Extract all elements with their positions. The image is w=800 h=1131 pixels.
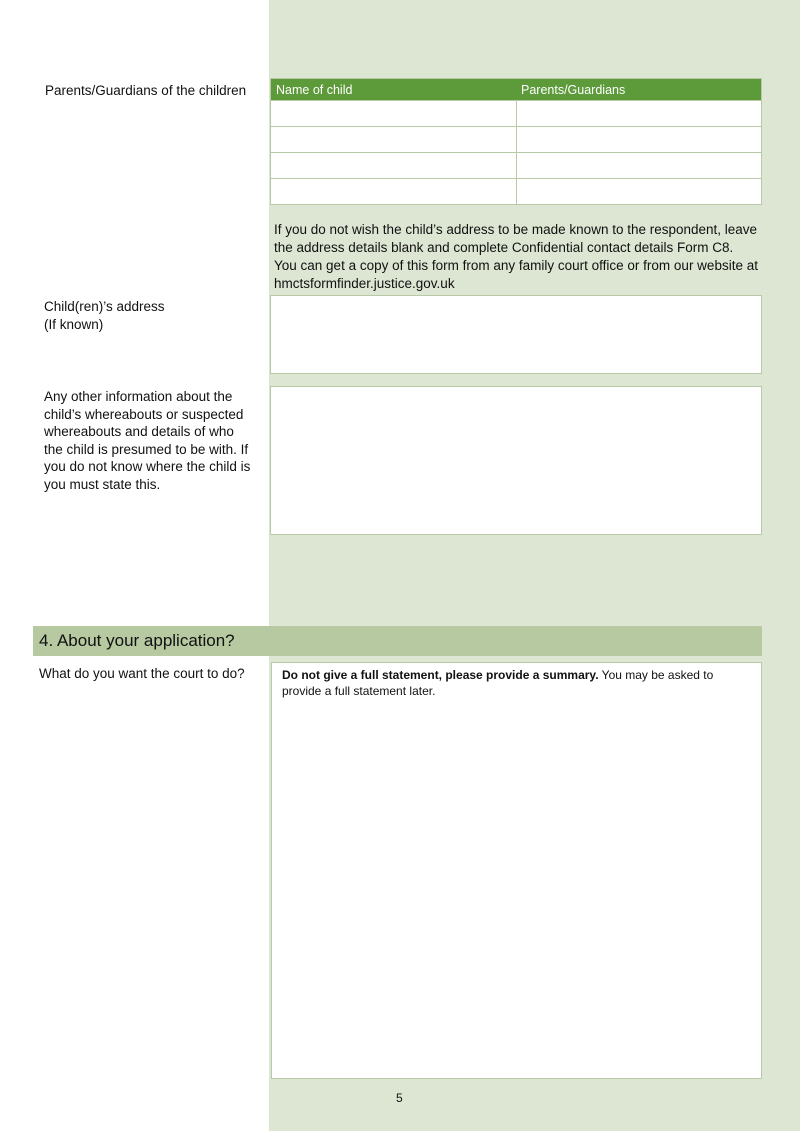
table-row bbox=[271, 127, 762, 153]
parents-guardians-label: Parents/Guardians of the children bbox=[45, 83, 247, 98]
name-of-child-cell[interactable] bbox=[271, 179, 517, 205]
column-header-parents-guardians: Parents/Guardians bbox=[516, 79, 762, 101]
name-of-child-cell[interactable] bbox=[271, 127, 517, 153]
parents-guardians-cell[interactable] bbox=[516, 127, 762, 153]
column-header-name-of-child: Name of child bbox=[271, 79, 517, 101]
childrens-address-label bbox=[44, 298, 254, 333]
parents-guardians-cell[interactable] bbox=[516, 179, 762, 205]
table-row bbox=[271, 179, 762, 205]
name-of-child-cell[interactable] bbox=[271, 101, 517, 127]
name-of-child-cell[interactable] bbox=[271, 153, 517, 179]
childrens-address-label-line1: Child(ren)’s address bbox=[44, 299, 165, 314]
court-request-hint-text: You may be asked to provide a full statement later. bbox=[282, 668, 714, 698]
page-number: 5 bbox=[396, 1091, 403, 1105]
address-confidentiality-note: If you do not wish the child’s address to be made known to the respondent, leave the address details blank and complete Confidential contact details Form C8. You can get a copy of this form from any family court office or from our website at hmctsformfinder.justice.gov.uk bbox=[274, 222, 758, 291]
parents-guardians-cell[interactable] bbox=[516, 153, 762, 179]
table-header-row bbox=[271, 79, 762, 101]
court-request-hint-bold: Do not give a full statement, please provide a summary. bbox=[282, 668, 599, 682]
whereabouts-field[interactable] bbox=[270, 386, 762, 535]
table-row bbox=[271, 101, 762, 127]
whereabouts-label: Any other information about the child’s whereabouts or suspected whereabouts and details of who the child is presumed to be with. If you do not know where the child is you must state this. bbox=[44, 389, 251, 492]
court-request-hint bbox=[282, 667, 752, 699]
parents-guardians-cell[interactable] bbox=[516, 101, 762, 127]
section-4-heading: 4. About your application? bbox=[33, 626, 762, 656]
childrens-address-label-line2: (If known) bbox=[44, 316, 104, 332]
parents-guardians-table bbox=[270, 78, 762, 205]
table-row bbox=[271, 153, 762, 179]
childrens-address-field[interactable] bbox=[270, 295, 762, 374]
court-request-label: What do you want the court to do? bbox=[39, 666, 245, 681]
court-request-field[interactable] bbox=[271, 662, 762, 1079]
